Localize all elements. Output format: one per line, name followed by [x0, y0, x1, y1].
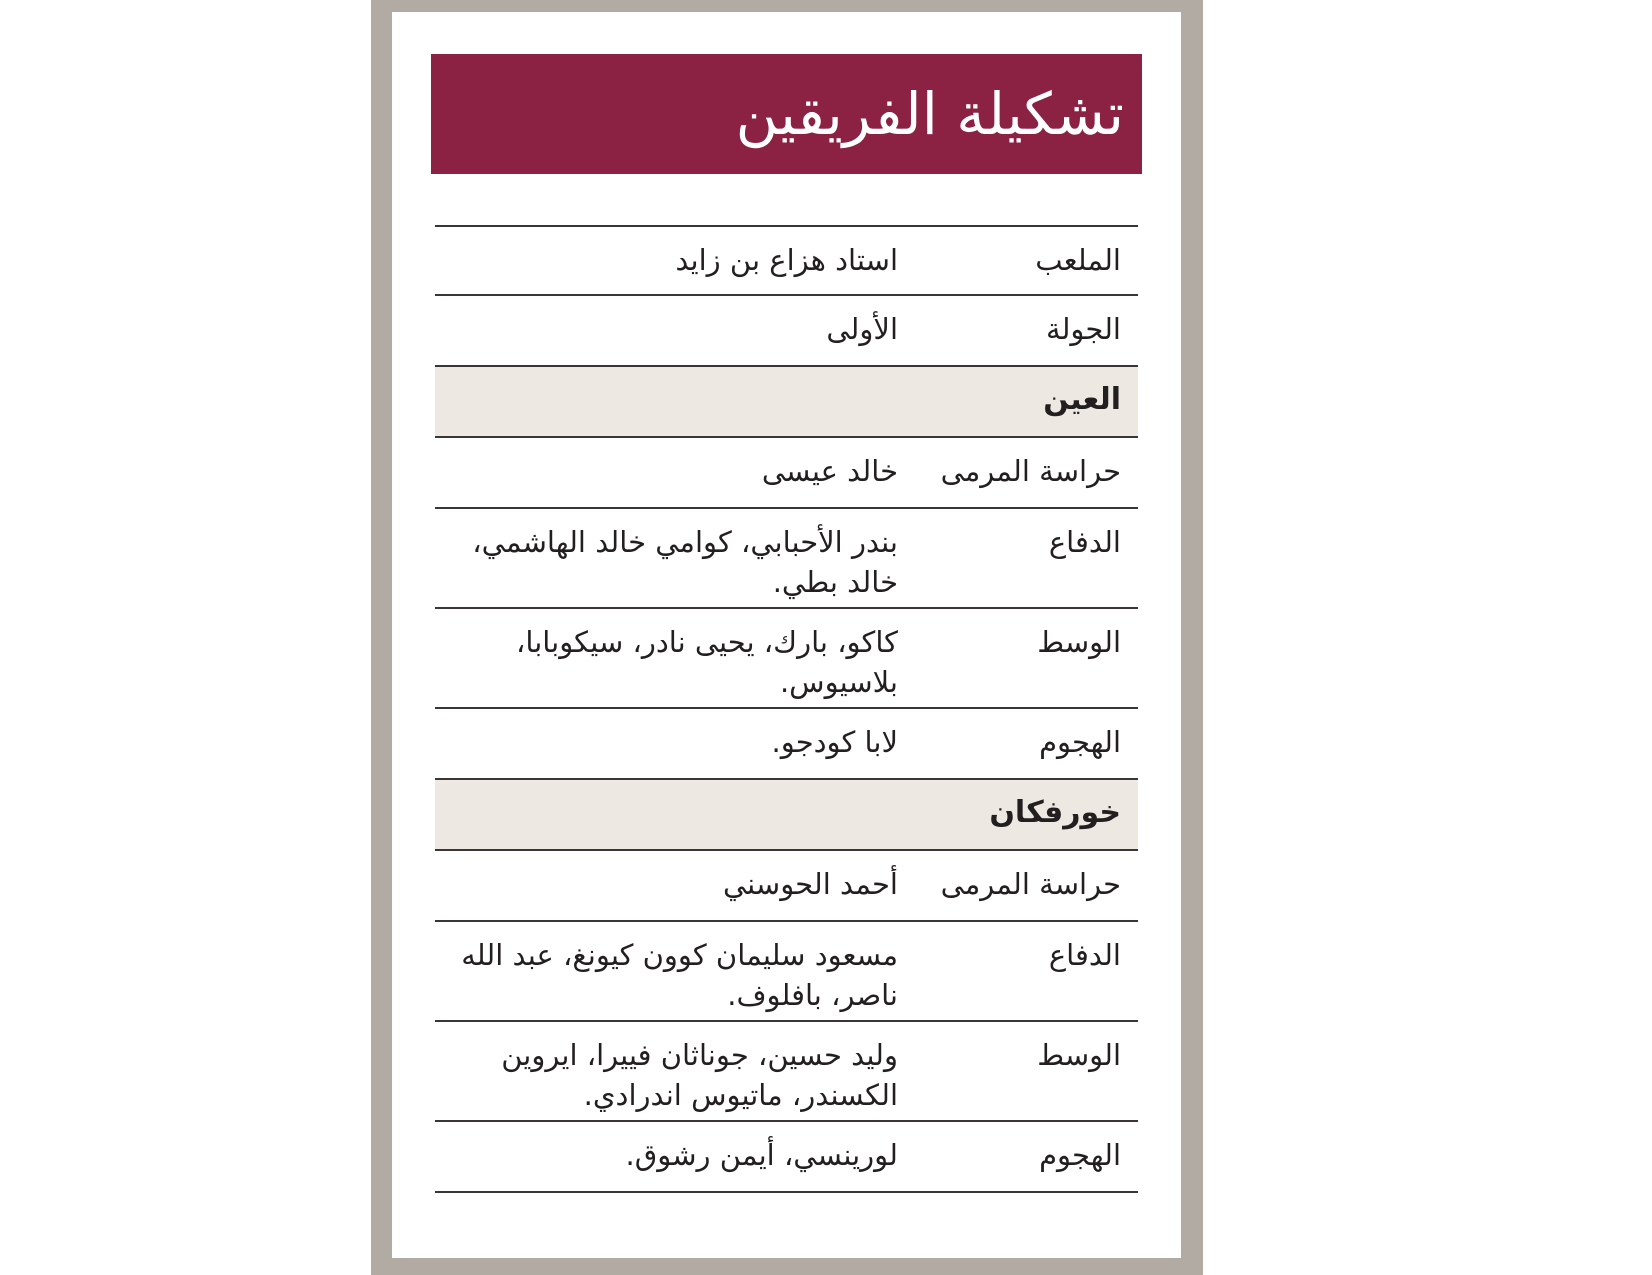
card-title: تشكيلة الفريقين	[735, 80, 1124, 148]
row-value: كاكو، بارك، يحيى نادر، سيكوبابا، بلاسيوس.	[516, 625, 898, 699]
row-label: الدفاع	[1048, 525, 1121, 559]
lineup-row-midfield	[435, 609, 1138, 709]
row-label: الهجوم	[1039, 725, 1121, 759]
row-label: حراسة المرمى	[940, 867, 1121, 901]
row-value: مسعود سليمان كوون كيونغ، عبد الله ناصر، بافلوف.	[461, 938, 898, 1012]
lineup-row-attack	[435, 709, 1138, 780]
row-value: استاد هزاع بن زايد	[675, 243, 898, 277]
lineup-row-attack	[435, 1122, 1138, 1193]
info-row-round	[435, 296, 1138, 367]
lineup-row-midfield	[435, 1022, 1138, 1122]
row-value: الأولى	[826, 312, 898, 346]
row-value: أحمد الحوسني	[722, 867, 898, 901]
team-name: خورفكان	[989, 795, 1121, 830]
row-label: الملعب	[1035, 243, 1121, 277]
row-label: الهجوم	[1039, 1138, 1121, 1172]
row-label: حراسة المرمى	[940, 454, 1121, 488]
lineup-row-defense	[435, 509, 1138, 609]
title-banner	[431, 54, 1142, 174]
lineup-row-defense	[435, 922, 1138, 1022]
row-label: الوسط	[1037, 625, 1121, 659]
row-label: الوسط	[1037, 1038, 1121, 1072]
row-value: وليد حسين، جوناثان فييرا، ايروين الكسندر، ماتيوس اندرادي.	[501, 1038, 898, 1112]
row-value: لابا كودجو.	[771, 725, 898, 759]
row-label: الدفاع	[1048, 938, 1121, 972]
info-row-stadium	[435, 225, 1138, 296]
lineup-row-goalkeeper	[435, 438, 1138, 509]
row-value: خالد عيسى	[761, 454, 898, 488]
team-header-khorfakkan	[435, 780, 1138, 851]
row-value: بندر الأحبابي، كوامي خالد الهاشمي، خالد بطي.	[472, 525, 898, 599]
team-name: العين	[1043, 382, 1121, 417]
row-value: لورينسي، أيمن رشوق.	[625, 1138, 898, 1172]
lineup-table	[435, 225, 1138, 1193]
lineup-card	[392, 12, 1181, 1258]
lineup-row-goalkeeper	[435, 851, 1138, 922]
team-header-alain	[435, 367, 1138, 438]
row-label: الجولة	[1046, 312, 1121, 346]
